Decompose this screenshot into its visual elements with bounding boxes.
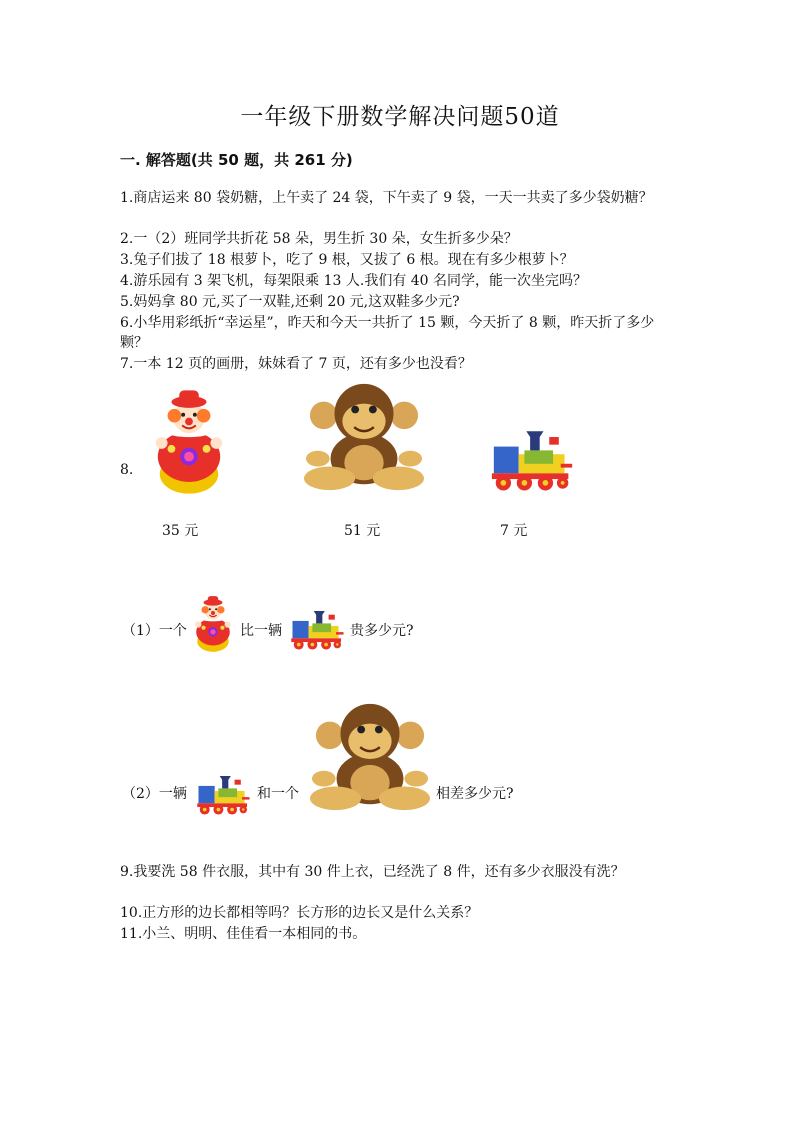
tumbler-toy-icon (150, 388, 228, 496)
question-5: 5.妈妈拿 80 元,买了一双鞋,还剩 20 元,这双鞋多少元? (120, 294, 460, 310)
part1-text-a: （1）一个 (122, 623, 187, 639)
question-1: 1.商店运来 80 袋奶糖，上午卖了 24 袋，下午卖了 9 袋，一天一共卖了多少袋奶糖？ (120, 190, 653, 206)
monkey-toy-icon (300, 380, 428, 498)
question-3: 3.兔子们拔了 18 根萝卜，吃了 9 根，又拔了 6 根。现在有多少根萝卜？ (120, 252, 574, 268)
part2-text-c: 相差多少元? (436, 786, 514, 802)
question-8-label: 8. (120, 462, 134, 478)
question-7: 7.一本 12 页的画册，妹妹看了 7 页，还有多少也没看？ (120, 356, 472, 372)
price-monkey: 51 元 (344, 523, 381, 539)
monkey-toy-icon (306, 700, 434, 818)
part1-text-c: 贵多少元? (350, 623, 414, 639)
question-6: 6.小华用彩纸折“幸运星”，昨天和今天一共折了 15 颗，今天折了 8 颗，昨天折了多少颗？ (120, 315, 655, 351)
part2-text-b: 和一个 (257, 786, 299, 802)
question-10: 10.正方形的边长都相等吗？长方形的边长又是什么关系？ (120, 905, 479, 921)
question-2: 2.一（2）班同学共折花 58 朵，男生折 30 朵，女生折多少朵？ (120, 231, 518, 247)
question-11: 11.小兰、明明、佳佳看一本相同的书。 (120, 926, 367, 942)
section-heading: 一. 解答题(共 50 题，共 261 分) (120, 151, 353, 169)
price-tumbler: 35 元 (162, 523, 199, 539)
part2-text-a: （2）一辆 (122, 786, 187, 802)
part1-text-b: 比一辆 (240, 623, 282, 639)
train-toy-icon (196, 770, 252, 818)
question-4: 4.游乐园有 3 架飞机，每架限乘 13 人.我们有 40 名同学，能一次坐完吗？ (120, 273, 588, 289)
price-train: 7 元 (500, 523, 528, 539)
train-toy-icon (290, 606, 346, 652)
page-title: 一年级下册数学解决问题50道 (240, 104, 560, 130)
question-9: 9.我要洗 58 件衣服，其中有 30 件上衣，已经洗了 8 件，还有多少衣服没有洗？ (120, 864, 625, 880)
tumbler-toy-icon (192, 594, 234, 654)
train-toy-icon (490, 424, 576, 494)
